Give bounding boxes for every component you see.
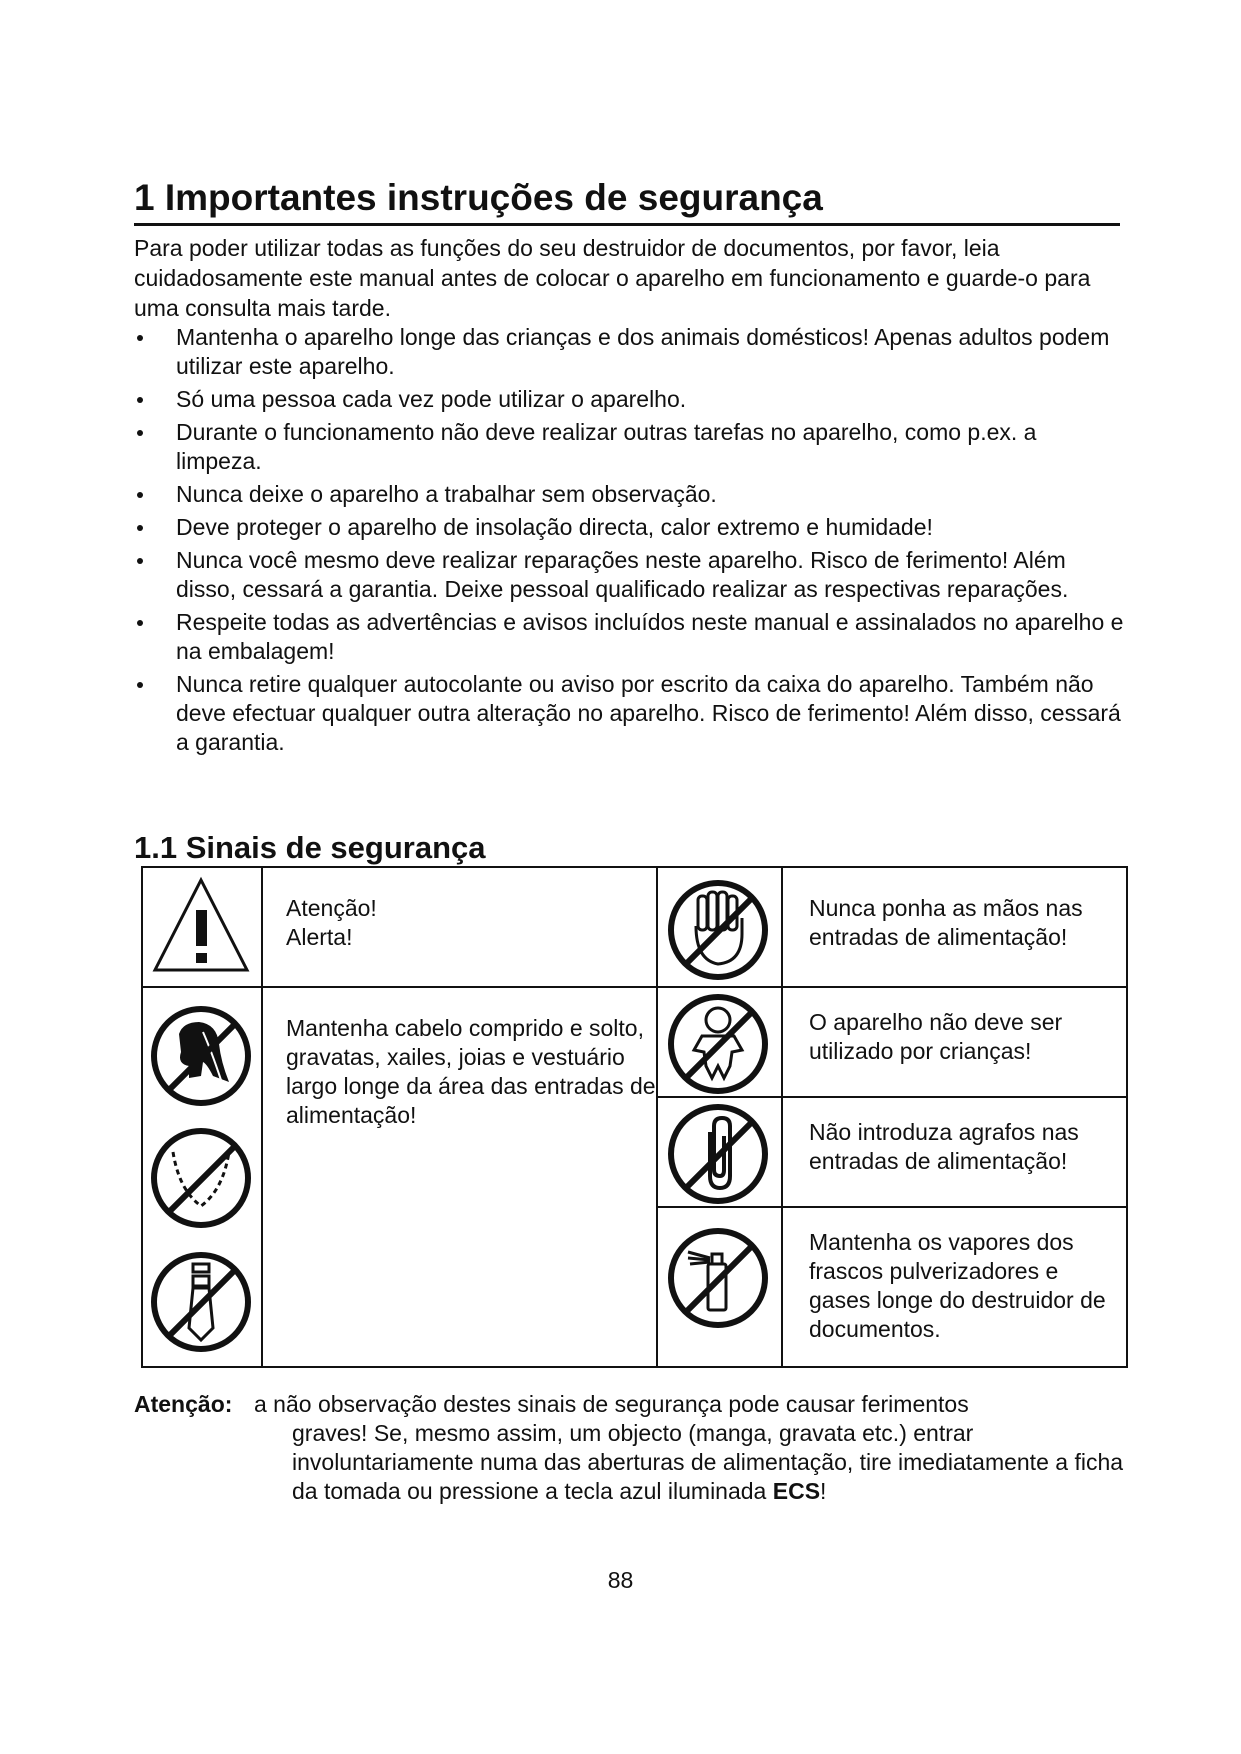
list-item [134,323,1124,381]
list-item [134,418,1124,476]
bullet-dot [137,430,143,436]
list-item-text: Respeite todas as advertências e avisos incluídos neste manual e assinalados no aparelho e na embalagem! [176,609,1124,664]
list-item [134,546,1124,604]
bullet-dot [137,682,143,688]
section-title: 1 Importantes instruções de segurança [134,177,823,218]
bullet-dot [137,525,143,531]
subsection-title: 1.1 Sinais de segurança [134,830,486,865]
list-item [134,513,1124,542]
list-item-text: Nunca deixe o aparelho a trabalhar sem observação. [176,481,717,507]
list-item [134,385,1124,414]
table-divider [261,866,263,1368]
sign-text-attention: Atenção! Alerta! [286,895,377,950]
table-border-left [141,866,143,1368]
no-hands-icon [666,878,770,982]
sign-text-children: O aparelho não deve ser utilizado por crianças! [809,1009,1063,1064]
list-item-text: Nunca você mesmo deve realizar reparações neste aparelho. Risco de ferimento! Além disso, cessará a garantia. Deixe pessoal qualificado realizar as respectivas reparações. [176,547,1069,602]
no-children-icon [666,992,770,1096]
list-item-text: Mantenha o aparelho longe das crianças e dos animais domésticos! Apenas adultos podem utilizar este aparelho. [176,324,1110,379]
list-item-text: Durante o funcionamento não deve realizar outras tarefas no aparelho, como p.ex. a limpeza. [176,419,1037,474]
list-item-text: Deve proteger o aparelho de insolação directa, calor extremo e humidade! [176,514,933,540]
warning-continuation [292,1419,1132,1506]
table-divider [781,866,783,1368]
warning-label: Atenção: [134,1391,233,1417]
table-border-right [1126,866,1128,1368]
table-divider [656,1206,1128,1208]
table-divider [141,986,1128,988]
table-divider [656,866,658,1368]
table-border-top [141,866,1128,868]
title-rule [134,223,1120,226]
ecs-key-name: ECS [772,1478,821,1504]
sign-text-hands: Nunca ponha as mãos nas entradas de alimentação! [809,895,1083,950]
bullet-dot [137,397,143,403]
bullet-dot [137,335,143,341]
warning-line-1: a não observação destes sinais de segurança pode causar ferimentos [254,1391,969,1417]
safety-signs-table [141,866,1128,1368]
warning-triangle-icon [149,874,253,978]
bullet-dot [137,620,143,626]
warning-end: ! [820,1478,827,1504]
no-long-hair-icon [149,1004,253,1108]
intro-paragraph: Para poder utilizar todas as funções do seu destruidor de documentos, por favor, leia cuidadosamente este manual antes de colocar o aparelho em funcionamento e guarde-o para uma consulta mais tarde. [134,235,1091,321]
sign-text-staples: Não introduza agrafos nas entradas de alimentação! [809,1119,1079,1174]
sign-text-hair: Mantenha cabelo comprido e solto, gravatas, xailes, joias e vestuário largo longe da área das entradas de alimentação! [286,1015,656,1128]
no-tie-icon [149,1250,253,1354]
table-border-bottom [141,1366,1128,1368]
no-spray-can-icon [666,1226,770,1330]
safety-list [134,323,1124,761]
bullet-dot [137,492,143,498]
sign-text-sprays: Mantenha os vapores dos frascos pulverizadores e gases longe do destruidor de documentos. [809,1229,1106,1342]
list-item [134,670,1124,757]
list-item-text: Nunca retire qualquer autocolante ou aviso por escrito da caixa do aparelho. Também não deve efectuar qualquer outra alteração no aparelho. Risco de ferimento! Além disso, cessará a garantia. [176,671,1121,755]
list-item-text: Só uma pessoa cada vez pode utilizar o aparelho. [176,386,687,412]
warning-text: graves! Se, mesmo assim, um objecto (manga, gravata etc.) entrar involuntariamente numa das aberturas de alimentação, tire imediatamente a ficha da tomada ou pressione a tecla azul iluminada [292,1420,1124,1504]
list-item [134,608,1124,666]
table-divider [656,1096,1128,1098]
list-item [134,480,1124,509]
no-paperclip-icon [666,1102,770,1206]
no-necklace-icon [149,1126,253,1230]
page-number: 88 [607,1567,634,1593]
bullet-dot [137,558,143,564]
